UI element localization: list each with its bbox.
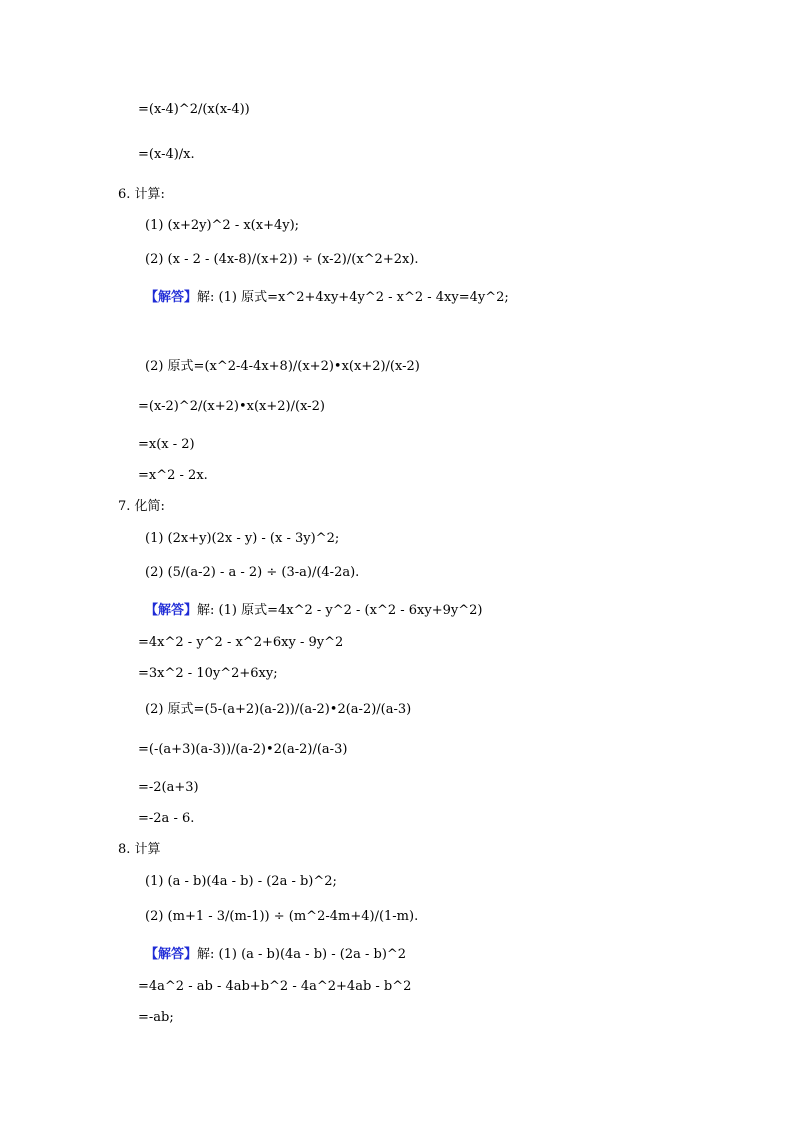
problem-6-answer [145, 288, 509, 308]
problem-6-part-2: (2) (x - 2 - (4x-8)/(x+2)) ÷ (x-2)/(x^2+2x). [145, 252, 419, 267]
problem-8-part-2: (2) (m+1 - 3/(m-1)) ÷ (m^2-4m+4)/(1-m). [145, 909, 419, 924]
problem-7-step: (2) 原式=(5-(a+2)(a-2))/(a-2)•2(a-2)/(a-3) [145, 702, 412, 717]
answer-intro: 解: (1) (a - b)(4a - b) - (2a - b)^2 [197, 947, 407, 962]
answer-tag: 【解答】 [145, 947, 198, 962]
answer-intro: 解: (1) 原式=x^2+4xy+4y^2 - x^2 - 4xy=4y^2; [197, 290, 509, 305]
problem-7-step: =3x^2 - 10y^2+6xy; [138, 666, 278, 681]
problem-6-question: 6. 计算: [118, 187, 165, 202]
problem-6-step: =x(x - 2) [138, 437, 195, 452]
answer-intro: 解: (1) 原式=4x^2 - y^2 - (x^2 - 6xy+9y^2) [197, 603, 483, 618]
problem-7-answer [145, 601, 482, 621]
problem-6-part-1: (1) (x+2y)^2 - x(x+4y); [145, 218, 300, 233]
problem-6-step: (2) 原式=(x^2-4-4x+8)/(x+2)•x(x+2)/(x-2) [145, 359, 420, 374]
continuation-line: =(x-4)/x. [138, 147, 195, 162]
problem-8-answer [145, 945, 406, 965]
problem-7-part-1: (1) (2x+y)(2x - y) - (x - 3y)^2; [145, 531, 340, 546]
problem-7-step: =-2a - 6. [138, 811, 195, 826]
problem-6-step: =x^2 - 2x. [138, 468, 208, 483]
problem-7-step: =-2(a+3) [138, 780, 199, 795]
problem-6-step: =(x-2)^2/(x+2)•x(x+2)/(x-2) [138, 399, 325, 414]
problem-8-step: =4a^2 - ab - 4ab+b^2 - 4a^2+4ab - b^2 [138, 979, 412, 994]
problem-7-step: =(-(a+3)(a-3))/(a-2)•2(a-2)/(a-3) [138, 742, 348, 757]
problem-8-question: 8. 计算 [118, 842, 161, 857]
continuation-line: =(x-4)^2/(x(x-4)) [138, 102, 250, 117]
problem-7-part-2: (2) (5/(a-2) - a - 2) ÷ (3-a)/(4-2a). [145, 565, 360, 580]
problem-8-part-1: (1) (a - b)(4a - b) - (2a - b)^2; [145, 874, 337, 889]
problem-7-question: 7. 化简: [118, 499, 165, 514]
problem-8-step: =-ab; [138, 1010, 174, 1025]
answer-tag: 【解答】 [145, 603, 198, 618]
answer-tag: 【解答】 [145, 290, 198, 305]
problem-7-step: =4x^2 - y^2 - x^2+6xy - 9y^2 [138, 635, 344, 650]
